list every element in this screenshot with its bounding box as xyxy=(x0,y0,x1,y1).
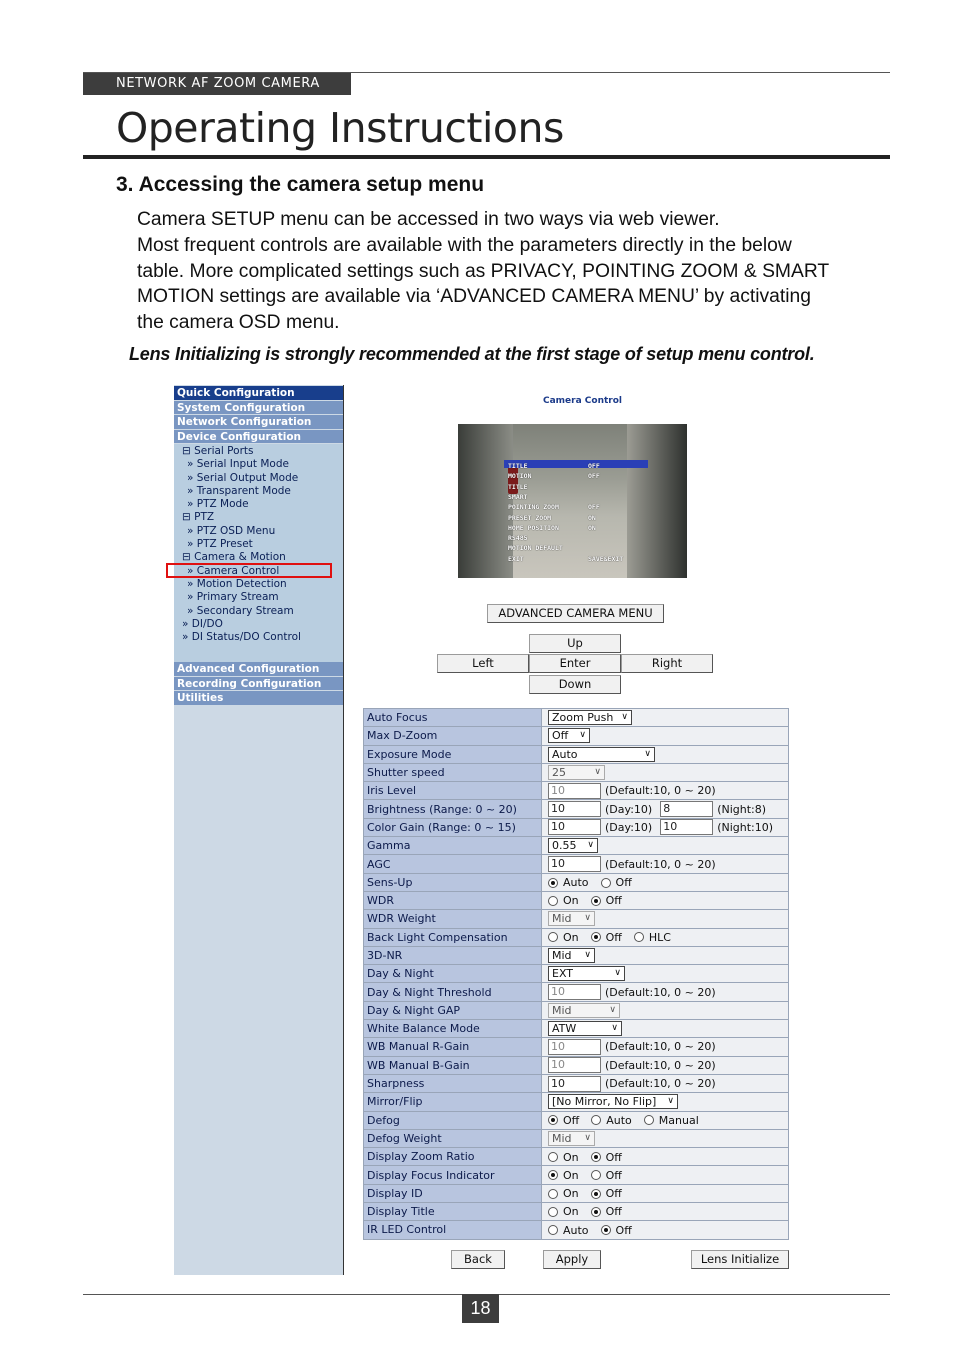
setting-control xyxy=(542,1093,789,1111)
device-tree xyxy=(174,444,343,648)
setting-control xyxy=(542,818,789,836)
setting-row xyxy=(364,1056,789,1074)
osd-item: MOTION DEFAULT xyxy=(508,544,563,553)
setting-row xyxy=(364,965,789,983)
tree-motion-detection[interactable]: » Motion Detection xyxy=(187,577,287,590)
setting-note: (Default:10, 0 ~ 20) xyxy=(605,784,716,798)
radio-label: On xyxy=(563,1187,579,1201)
tree-ptz-osd-menu[interactable]: » PTZ OSD Menu xyxy=(187,524,276,537)
setting-input[interactable]: 10 xyxy=(548,984,601,1000)
setting-control xyxy=(542,745,789,763)
setting-label: Auto Focus xyxy=(364,709,542,727)
setting-control xyxy=(542,983,789,1001)
setting-row xyxy=(364,837,789,855)
page-number: 18 xyxy=(462,1294,499,1323)
nav-enter-button[interactable]: Enter xyxy=(529,654,621,673)
para-line: MOTION settings are available via ‘ADVANCED CAMERA MENU’ by activating xyxy=(137,286,811,308)
chevron-down-icon: ∨ xyxy=(587,840,594,851)
radio-label: Off xyxy=(605,1168,622,1182)
setting-row xyxy=(364,818,789,836)
tree-primary-stream[interactable]: » Primary Stream xyxy=(187,591,279,604)
tree-di-do[interactable]: » DI/DO xyxy=(182,617,223,630)
setting-select[interactable] xyxy=(548,911,595,926)
setting-label: Iris Level xyxy=(364,782,542,800)
radio-button[interactable] xyxy=(591,1189,601,1199)
select-value: Mid xyxy=(552,949,572,962)
setting-row xyxy=(364,782,789,800)
setting-label: Back Light Compensation xyxy=(364,928,542,946)
menu-system-configuration[interactable]: System Configuration xyxy=(174,401,343,416)
radio-button[interactable] xyxy=(601,878,611,888)
product-tag: NETWORK AF ZOOM CAMERA xyxy=(83,73,351,95)
osd-item: SMART xyxy=(508,492,528,501)
setting-label: WB Manual R-Gain xyxy=(364,1038,542,1056)
setting-note: (Default:10, 0 ~ 20) xyxy=(605,1077,716,1091)
setting-row xyxy=(364,1093,789,1111)
chevron-down-icon: ∨ xyxy=(594,767,601,778)
radio-button[interactable] xyxy=(601,1225,611,1235)
advanced-camera-menu-button[interactable]: ADVANCED CAMERA MENU xyxy=(487,604,664,623)
setting-control xyxy=(542,763,789,781)
setting-control xyxy=(542,1111,789,1129)
setting-control xyxy=(542,1056,789,1074)
setting-control xyxy=(542,782,789,800)
radio-button[interactable] xyxy=(548,896,558,906)
radio-label: HLC xyxy=(648,930,671,944)
setting-row xyxy=(364,891,789,909)
setting-control xyxy=(542,910,789,928)
back-button[interactable]: Back xyxy=(451,1250,505,1269)
radio-button[interactable] xyxy=(548,1170,558,1180)
day-value-input[interactable]: 10 xyxy=(548,801,601,817)
setting-control xyxy=(542,1148,789,1166)
setting-control xyxy=(542,709,789,727)
setting-label: WDR xyxy=(364,891,542,909)
setting-label: Exposure Mode xyxy=(364,745,542,763)
tree-ptz[interactable]: ⊟ PTZ xyxy=(182,511,215,524)
night-note: (Night:10) xyxy=(717,820,774,834)
setting-control xyxy=(542,1184,789,1202)
setting-row xyxy=(364,745,789,763)
setting-control xyxy=(542,1020,789,1038)
osd-item: TITLE xyxy=(508,482,528,491)
osd-item: POINTING ZOOM xyxy=(508,503,559,512)
radio-label: Off xyxy=(605,1205,622,1219)
setting-row xyxy=(364,1221,789,1239)
tree-secondary-stream[interactable]: » Secondary Stream xyxy=(187,604,294,617)
setting-label: Day & Night xyxy=(364,965,542,983)
radio-button[interactable] xyxy=(591,932,601,942)
setting-select[interactable] xyxy=(548,747,655,762)
setting-row xyxy=(364,763,789,781)
camera-preview xyxy=(458,424,687,578)
tree-transparent-mode[interactable]: » Transparent Mode xyxy=(187,484,291,497)
setting-select[interactable] xyxy=(548,966,625,981)
tree-camera-motion[interactable]: ⊟ Camera & Motion xyxy=(182,551,286,564)
setting-row xyxy=(364,1111,789,1129)
radio-label: Off xyxy=(605,1150,622,1164)
setting-input[interactable]: 10 xyxy=(548,783,601,799)
setting-row xyxy=(364,1038,789,1056)
setting-control xyxy=(542,965,789,983)
chevron-down-icon: ∨ xyxy=(644,748,651,759)
osd-item: RS485 xyxy=(508,534,528,543)
night-note: (Night:8) xyxy=(717,802,767,816)
select-value: 0.55 xyxy=(552,839,577,853)
setting-label: 3D-NR xyxy=(364,946,542,964)
setting-control xyxy=(542,855,789,873)
setting-label: AGC xyxy=(364,855,542,873)
setting-control xyxy=(542,1074,789,1092)
chevron-down-icon: ∨ xyxy=(579,730,586,741)
setting-input[interactable]: 10 xyxy=(548,856,601,872)
setting-control xyxy=(542,727,789,745)
setting-note: (Default:10, 0 ~ 20) xyxy=(605,1058,716,1072)
setting-select[interactable] xyxy=(548,948,595,963)
camera-control-title: Camera Control xyxy=(543,396,623,406)
day-value-input[interactable]: 10 xyxy=(548,819,601,835)
tree-serial-input-mode[interactable]: » Serial Input Mode xyxy=(187,458,289,471)
setting-row xyxy=(364,1148,789,1166)
setting-label: WB Manual B-Gain xyxy=(364,1056,542,1074)
radio-button[interactable] xyxy=(548,1207,558,1217)
setting-row xyxy=(364,727,789,745)
camera-control-highlight xyxy=(166,563,332,578)
lens-initialize-button[interactable]: Lens Initialize xyxy=(691,1250,789,1269)
radio-button[interactable] xyxy=(548,1152,558,1162)
osd-item: TITLE xyxy=(508,462,528,470)
setting-row xyxy=(364,983,789,1001)
radio-label: Manual xyxy=(658,1113,699,1127)
setting-row xyxy=(364,1020,789,1038)
day-note: (Day:10) xyxy=(605,802,653,816)
chevron-down-icon: ∨ xyxy=(614,968,621,979)
setting-input[interactable]: 10 xyxy=(548,1039,601,1055)
radio-label: Off xyxy=(615,1223,632,1237)
setting-label: Display ID xyxy=(364,1184,542,1202)
radio-button[interactable] xyxy=(644,1115,654,1125)
setting-control xyxy=(542,837,789,855)
setting-control xyxy=(542,1166,789,1184)
section-paragraph xyxy=(137,207,877,336)
tree-di-status-do-control[interactable]: » DI Status/DO Control xyxy=(182,631,301,644)
radio-label: Auto xyxy=(606,1113,632,1127)
day-note: (Day:10) xyxy=(605,820,653,834)
para-line: the camera OSD menu. xyxy=(137,312,340,334)
radio-button[interactable] xyxy=(548,1115,558,1125)
section-heading: 3. Accessing the camera setup menu xyxy=(116,173,485,196)
setting-row xyxy=(364,1184,789,1202)
radio-label: On xyxy=(563,1205,579,1219)
setting-label: Shutter speed xyxy=(364,763,542,781)
menu-utilities[interactable]: Utilities xyxy=(174,691,343,706)
setting-select[interactable] xyxy=(548,1094,678,1109)
setting-select[interactable] xyxy=(548,838,598,853)
radio-label: On xyxy=(563,1168,579,1182)
select-value: ATW xyxy=(552,1022,577,1036)
setting-row xyxy=(364,946,789,964)
tree-ptz-preset[interactable]: » PTZ Preset xyxy=(187,538,253,551)
tree-camera-control[interactable]: » Camera Control xyxy=(187,564,280,577)
select-value: [No Mirror, No Flip] xyxy=(552,1095,657,1109)
setting-control xyxy=(542,928,789,946)
radio-button[interactable] xyxy=(548,932,558,942)
radio-button[interactable] xyxy=(591,1207,601,1217)
setting-row xyxy=(364,855,789,873)
nav-right-button[interactable]: Right xyxy=(621,654,713,673)
chevron-down-icon: ∨ xyxy=(611,1023,618,1034)
setting-label: Day & Night GAP xyxy=(364,1001,542,1019)
para-line: Most frequent controls are available with the parameters directly in the below xyxy=(137,234,792,256)
select-value: Mid xyxy=(552,1003,572,1017)
setting-control xyxy=(542,1129,789,1147)
menu-recording-configuration[interactable]: Recording Configuration xyxy=(174,677,343,692)
setting-row xyxy=(364,1001,789,1019)
config-sidebar xyxy=(174,385,344,1275)
select-value: Mid xyxy=(552,912,572,926)
setting-label: White Balance Mode xyxy=(364,1020,542,1038)
radio-button[interactable] xyxy=(591,1170,601,1180)
setting-label: Day & Night Threshold xyxy=(364,983,542,1001)
radio-label: Off xyxy=(605,894,622,908)
radio-label: On xyxy=(563,1150,579,1164)
setting-control xyxy=(542,873,789,891)
osd-value: ON xyxy=(588,523,596,532)
select-value: 25 xyxy=(552,766,566,780)
lens-init-warning: Lens Initializing is strongly recommended at the first stage of setup menu control. xyxy=(129,344,815,364)
apply-button[interactable]: Apply xyxy=(543,1250,601,1269)
radio-button[interactable] xyxy=(591,896,601,906)
setting-label: Display Zoom Ratio xyxy=(364,1148,542,1166)
setting-row xyxy=(364,800,789,818)
radio-label: Off xyxy=(563,1113,580,1127)
setting-label: Color Gain (Range: 0 ~ 15) xyxy=(364,818,542,836)
setting-note: (Default:10, 0 ~ 20) xyxy=(605,857,716,871)
setting-row xyxy=(364,1166,789,1184)
setting-select[interactable] xyxy=(548,728,590,743)
radio-button[interactable] xyxy=(591,1115,601,1125)
setting-input[interactable]: 10 xyxy=(548,1076,601,1092)
chevron-down-icon: ∨ xyxy=(621,712,628,723)
page-title: Operating Instructions xyxy=(116,104,564,152)
radio-button[interactable] xyxy=(634,932,644,942)
setting-label: Display Title xyxy=(364,1203,542,1221)
setting-row xyxy=(364,1129,789,1147)
setting-row xyxy=(364,873,789,891)
setting-label: IR LED Control xyxy=(364,1221,542,1239)
select-value: Zoom Push xyxy=(552,711,614,725)
setting-select[interactable] xyxy=(548,1021,622,1036)
setting-control xyxy=(542,800,789,818)
setting-select[interactable] xyxy=(548,765,605,780)
select-value: Mid xyxy=(552,1131,572,1145)
setting-label: Sharpness xyxy=(364,1074,542,1092)
tree-serial-ports[interactable]: ⊟ Serial Ports xyxy=(182,445,254,457)
setting-label: Gamma xyxy=(364,837,542,855)
chevron-down-icon: ∨ xyxy=(609,1004,616,1015)
tree-ptz-mode[interactable]: » PTZ Mode xyxy=(187,498,249,511)
radio-label: Off xyxy=(605,930,622,944)
radio-label: Off xyxy=(605,1187,622,1201)
osd-item: MOTION xyxy=(508,472,532,481)
radio-button[interactable] xyxy=(548,1225,558,1235)
setting-note: (Default:10, 0 ~ 20) xyxy=(605,985,716,999)
setting-control xyxy=(542,1038,789,1056)
setting-control xyxy=(542,946,789,964)
setting-control xyxy=(542,891,789,909)
radio-label: Off xyxy=(615,876,632,890)
para-line: table. More complicated settings such as PRIVACY, POINTING ZOOM & SMART xyxy=(137,260,830,282)
osd-item: HOME POSITION xyxy=(508,523,559,532)
radio-button[interactable] xyxy=(548,878,558,888)
select-value: EXT xyxy=(552,967,574,981)
setting-label: Display Focus Indicator xyxy=(364,1166,542,1184)
chevron-down-icon: ∨ xyxy=(584,950,591,960)
setting-select[interactable] xyxy=(548,710,632,725)
setting-note: (Default:10, 0 ~ 20) xyxy=(605,1040,716,1054)
chevron-down-icon: ∨ xyxy=(584,1132,591,1143)
setting-select[interactable] xyxy=(548,1003,620,1018)
setting-control xyxy=(542,1203,789,1221)
nav-down-button[interactable]: Down xyxy=(529,675,621,694)
setting-select[interactable] xyxy=(548,1131,595,1146)
nav-left-button[interactable]: Left xyxy=(437,654,529,673)
setting-row xyxy=(364,1203,789,1221)
radio-label: Auto xyxy=(563,1223,589,1237)
setting-label: Mirror/Flip xyxy=(364,1093,542,1111)
setting-control xyxy=(542,1221,789,1239)
camera-settings-table xyxy=(363,708,789,1240)
select-value: Auto xyxy=(552,747,578,761)
setting-label: WDR Weight xyxy=(364,910,542,928)
osd-item: EXIT xyxy=(508,554,524,563)
title-rule xyxy=(83,155,890,159)
osd-value: SAVE&EXIT xyxy=(588,554,624,563)
chevron-down-icon: ∨ xyxy=(584,913,591,924)
setting-label: Defog xyxy=(364,1111,542,1129)
menu-advanced-configuration[interactable]: Advanced Configuration xyxy=(174,662,343,677)
radio-label: Auto xyxy=(563,876,589,890)
osd-value: ON xyxy=(588,513,596,522)
night-value-input[interactable]: 8 xyxy=(660,801,713,817)
nav-up-button[interactable]: Up xyxy=(529,634,621,653)
setting-label: Sens-Up xyxy=(364,873,542,891)
setting-label: Defog Weight xyxy=(364,1129,542,1147)
select-value: Off xyxy=(552,729,569,743)
tree-serial-output-mode[interactable]: » Serial Output Mode xyxy=(187,471,299,484)
radio-label: On xyxy=(563,894,579,908)
setting-row xyxy=(364,1074,789,1092)
para-line: Camera SETUP menu can be accessed in two ways via web viewer. xyxy=(137,209,720,230)
radio-label: On xyxy=(563,930,579,944)
setting-input[interactable]: 10 xyxy=(548,1057,601,1073)
setting-row xyxy=(364,709,789,727)
night-value-input[interactable]: 10 xyxy=(660,819,713,835)
menu-quick-configuration[interactable]: Quick Configuration xyxy=(174,386,343,401)
setting-row xyxy=(364,928,789,946)
osd-value: OFF xyxy=(588,462,600,470)
menu-network-configuration[interactable]: Network Configuration xyxy=(174,415,343,430)
radio-button[interactable] xyxy=(591,1152,601,1162)
menu-device-configuration[interactable]: Device Configuration xyxy=(174,430,343,445)
setting-row xyxy=(364,910,789,928)
setting-control xyxy=(542,1001,789,1019)
osd-value: OFF xyxy=(588,503,600,512)
setting-label: Max D-Zoom xyxy=(364,727,542,745)
radio-button[interactable] xyxy=(548,1189,558,1199)
osd-value: OFF xyxy=(588,472,600,481)
osd-item: PRESET ZOOM xyxy=(508,513,552,522)
chevron-down-icon: ∨ xyxy=(667,1096,674,1107)
setting-label: Brightness (Range: 0 ~ 20) xyxy=(364,800,542,818)
